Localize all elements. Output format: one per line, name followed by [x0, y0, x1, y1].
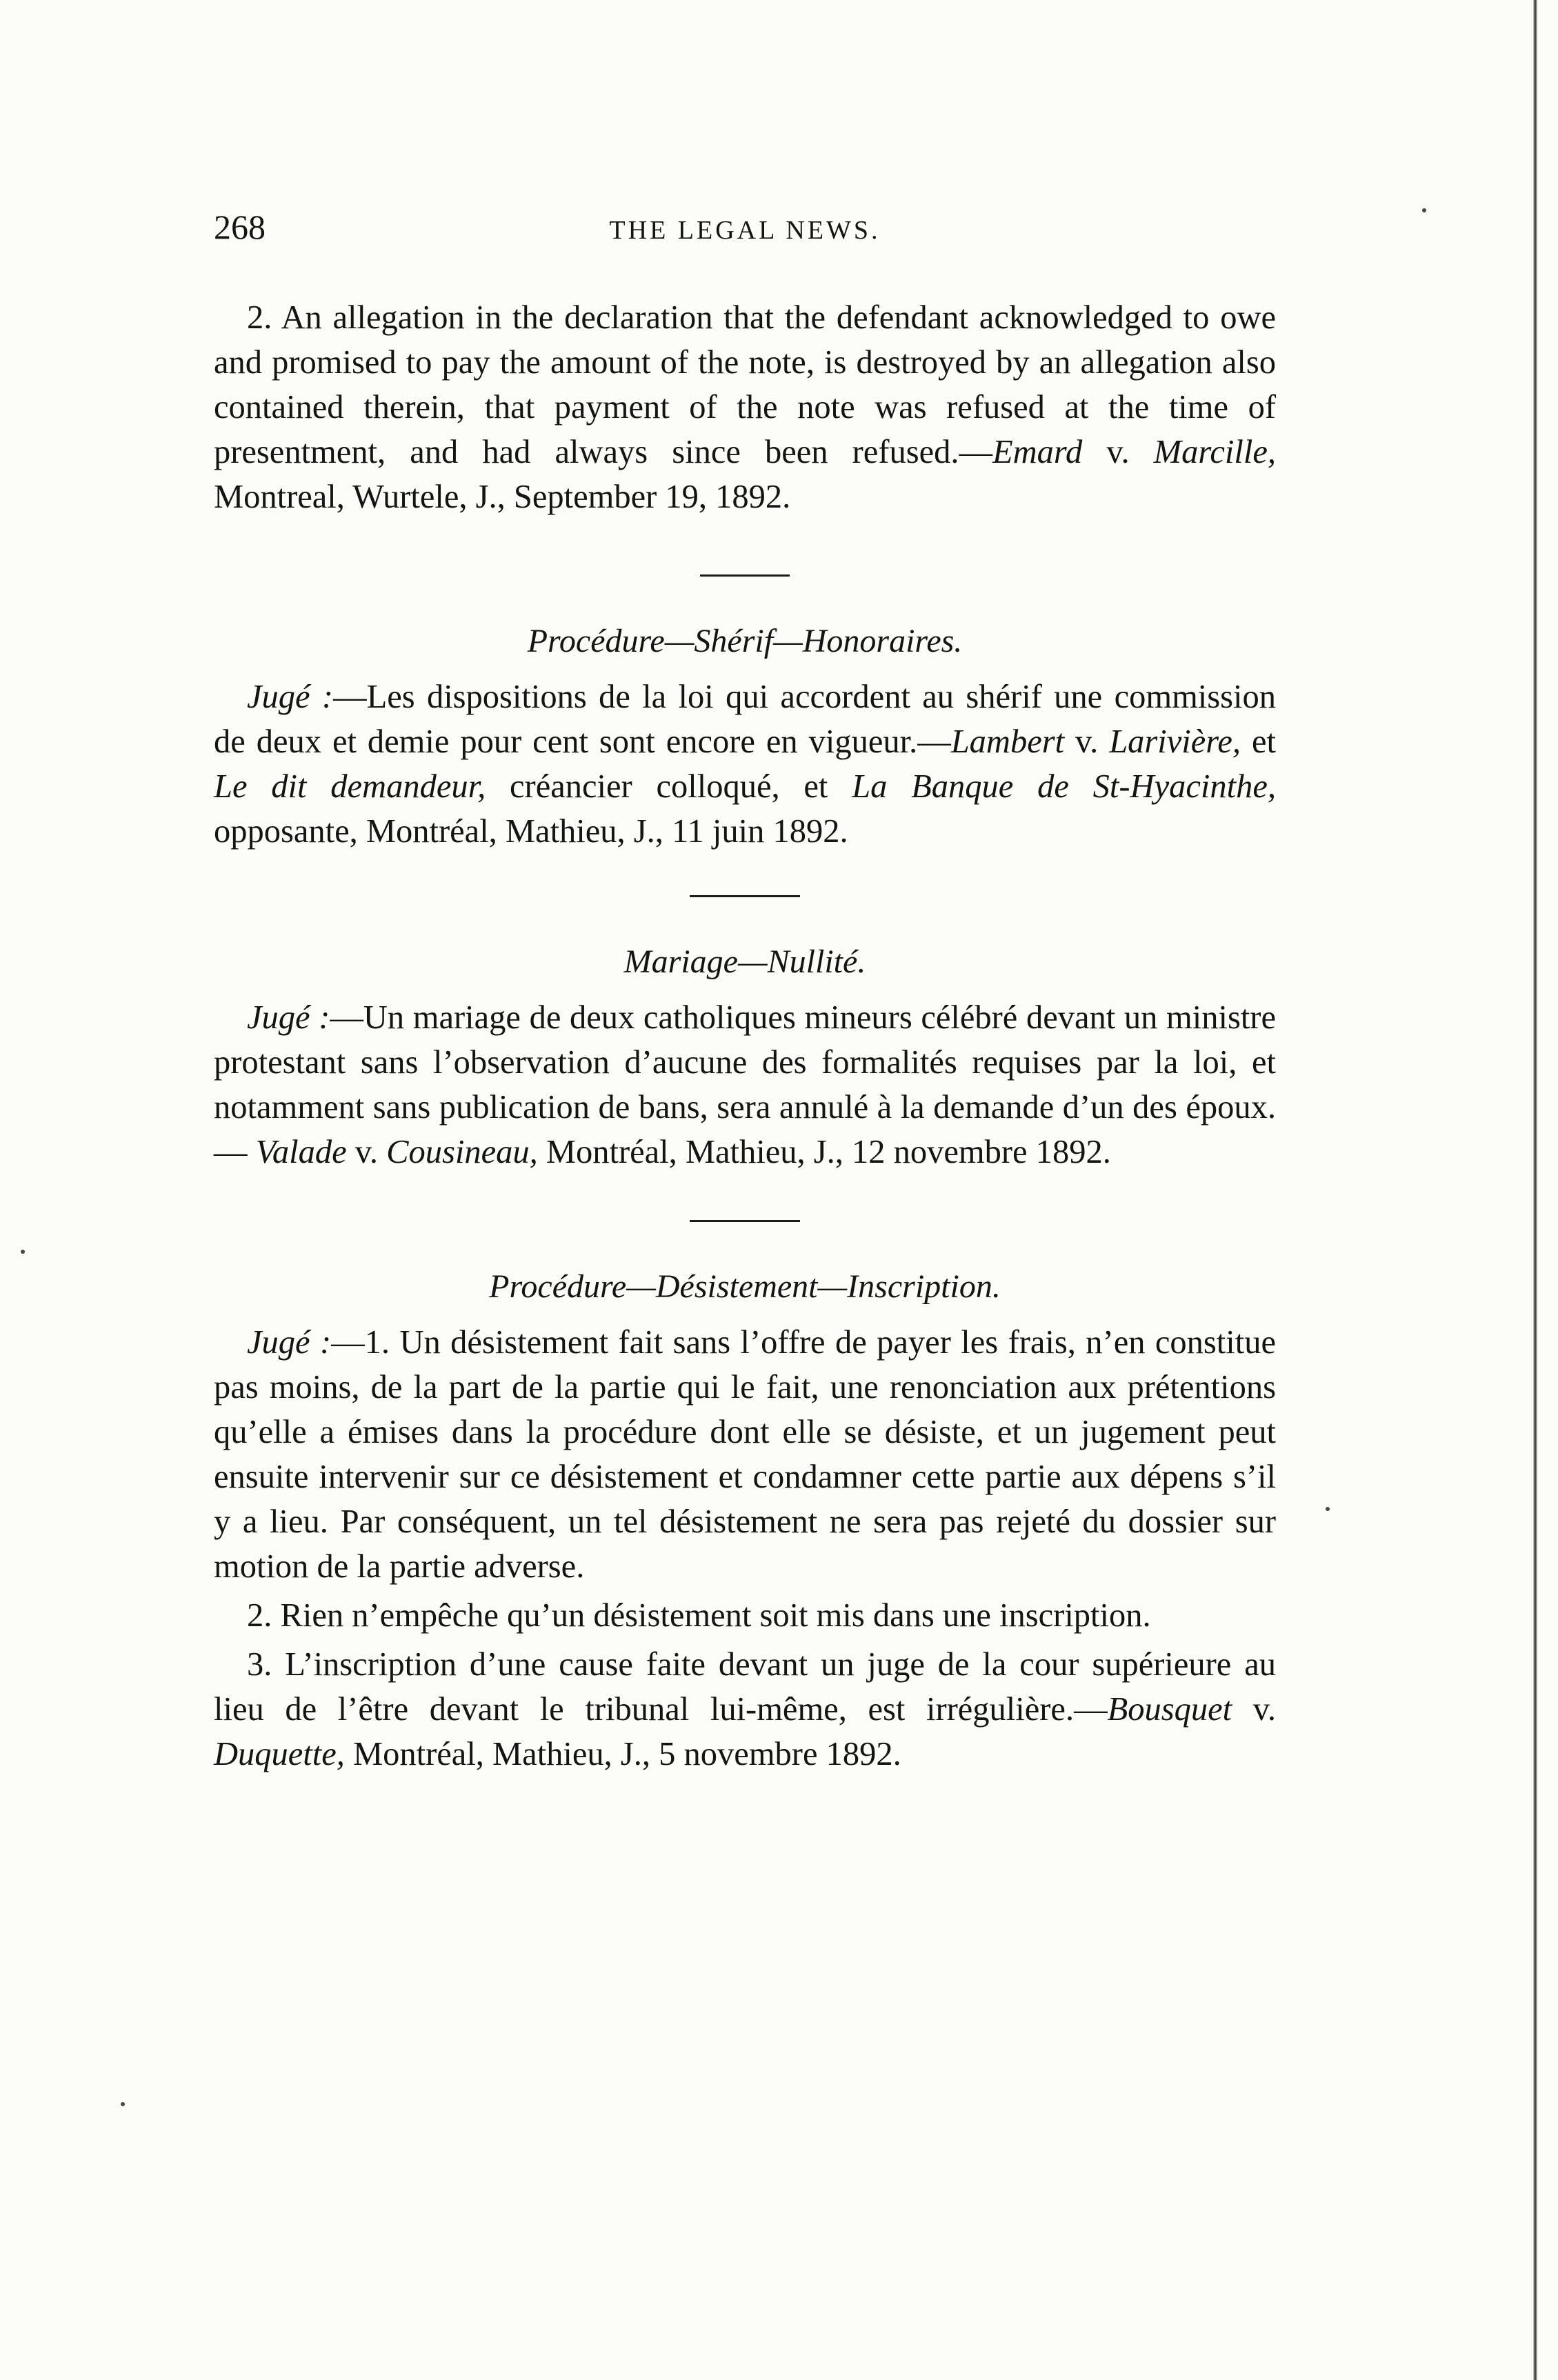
- party-name: Bousquet: [1107, 1691, 1232, 1728]
- party-name: Larivière,: [1109, 723, 1241, 760]
- section-divider: [700, 574, 790, 577]
- speck: [21, 1250, 25, 1254]
- party-name: Le dit demandeur,: [214, 768, 486, 805]
- party-name: Marcille,: [1153, 434, 1276, 470]
- speck: [1422, 208, 1426, 212]
- speck: [121, 2102, 125, 2106]
- juge-label: Jugé :: [247, 1324, 332, 1361]
- section-heading: Mariage—Nullité.: [623, 943, 866, 980]
- section-divider: [690, 895, 800, 897]
- page-number: 268: [214, 208, 266, 246]
- page: [214, 207, 1276, 1777]
- page-edge-shadow: [1533, 0, 1537, 2380]
- section-heading: Procédure—Shérif—Honoraires.: [527, 623, 963, 659]
- party-name: Cousineau,: [386, 1134, 538, 1170]
- page-header: [214, 207, 1276, 269]
- juge-label: Jugé :: [247, 679, 334, 715]
- case-1-paragraph: 2. An allegation in the declaration that the defendant acknowledged to owe and promised to pay the amount of the note, is destroyed by an allegation also contained therein, that payment of the note was refused at the time of presentment, and had always since been refused.—Emard v. Marcille, Montreal, Wurtele, J., September 19, 1892.: [214, 299, 1276, 515]
- party-name: Valade: [255, 1134, 347, 1170]
- section-heading: Procédure—Désistement—Inscription.: [489, 1268, 1001, 1305]
- juge-label: Jugé :: [247, 999, 330, 1036]
- case-4-paragraph-1: Jugé :—1. Un désistement fait sans l’offre de payer les frais, n’en constitue pas moins, de la part de la partie qui le fait, une renonciation aux prétentions qu’elle a émises dans la procédure dont elle se désiste, et un jugement peut ensuite intervenir sur ce désistement et condamner cette partie aux dépens s’il y a lieu. Par conséquent, un tel désistement ne sera pas rejeté du dossier sur motion de la partie adverse.: [214, 1324, 1276, 1585]
- case-3-paragraph: Jugé :—Un mariage de deux catholiques mineurs célébré devant un ministre protestant sans l’observation d’aucune des formalités requises par la loi, et notamment sans publication de bans, sera annulé à la demande d’un des époux.— Valade v. Cousineau, Montréal, Mathieu, J., 12 novembre 1892.: [214, 999, 1276, 1170]
- party-name: Duquette,: [214, 1736, 345, 1772]
- case-4-paragraph-2: 2. Rien n’empêche qu’un désistement soit mis dans une inscription.: [247, 1597, 1151, 1634]
- case-4-paragraph-3: 3. L’inscription d’une cause faite devant un juge de la cour supérieure au lieu de l’être devant le tribunal lui-même, est irrégulière.—Bousquet v. Duquette, Montréal, Mathieu, J., 5 novembre 1892.: [214, 1646, 1276, 1772]
- section-divider: [690, 1220, 800, 1222]
- party-name: La Banque de St-Hyacinthe,: [852, 768, 1276, 805]
- running-title: THE LEGAL NEWS.: [609, 216, 881, 245]
- speck: [1326, 1507, 1330, 1511]
- party-name: Lambert: [950, 723, 1065, 760]
- party-name: Emard: [992, 434, 1083, 470]
- case-2-paragraph: Jugé :—Les dispositions de la loi qui accordent au shérif une commission de deux et demie pour cent sont encore en vigueur.—Lambert v. Larivière, et Le dit demandeur, créancier colloqué, et La Banque de St-Hyacinthe, opposante, Montréal, Mathieu, J., 11 juin 1892.: [214, 679, 1276, 850]
